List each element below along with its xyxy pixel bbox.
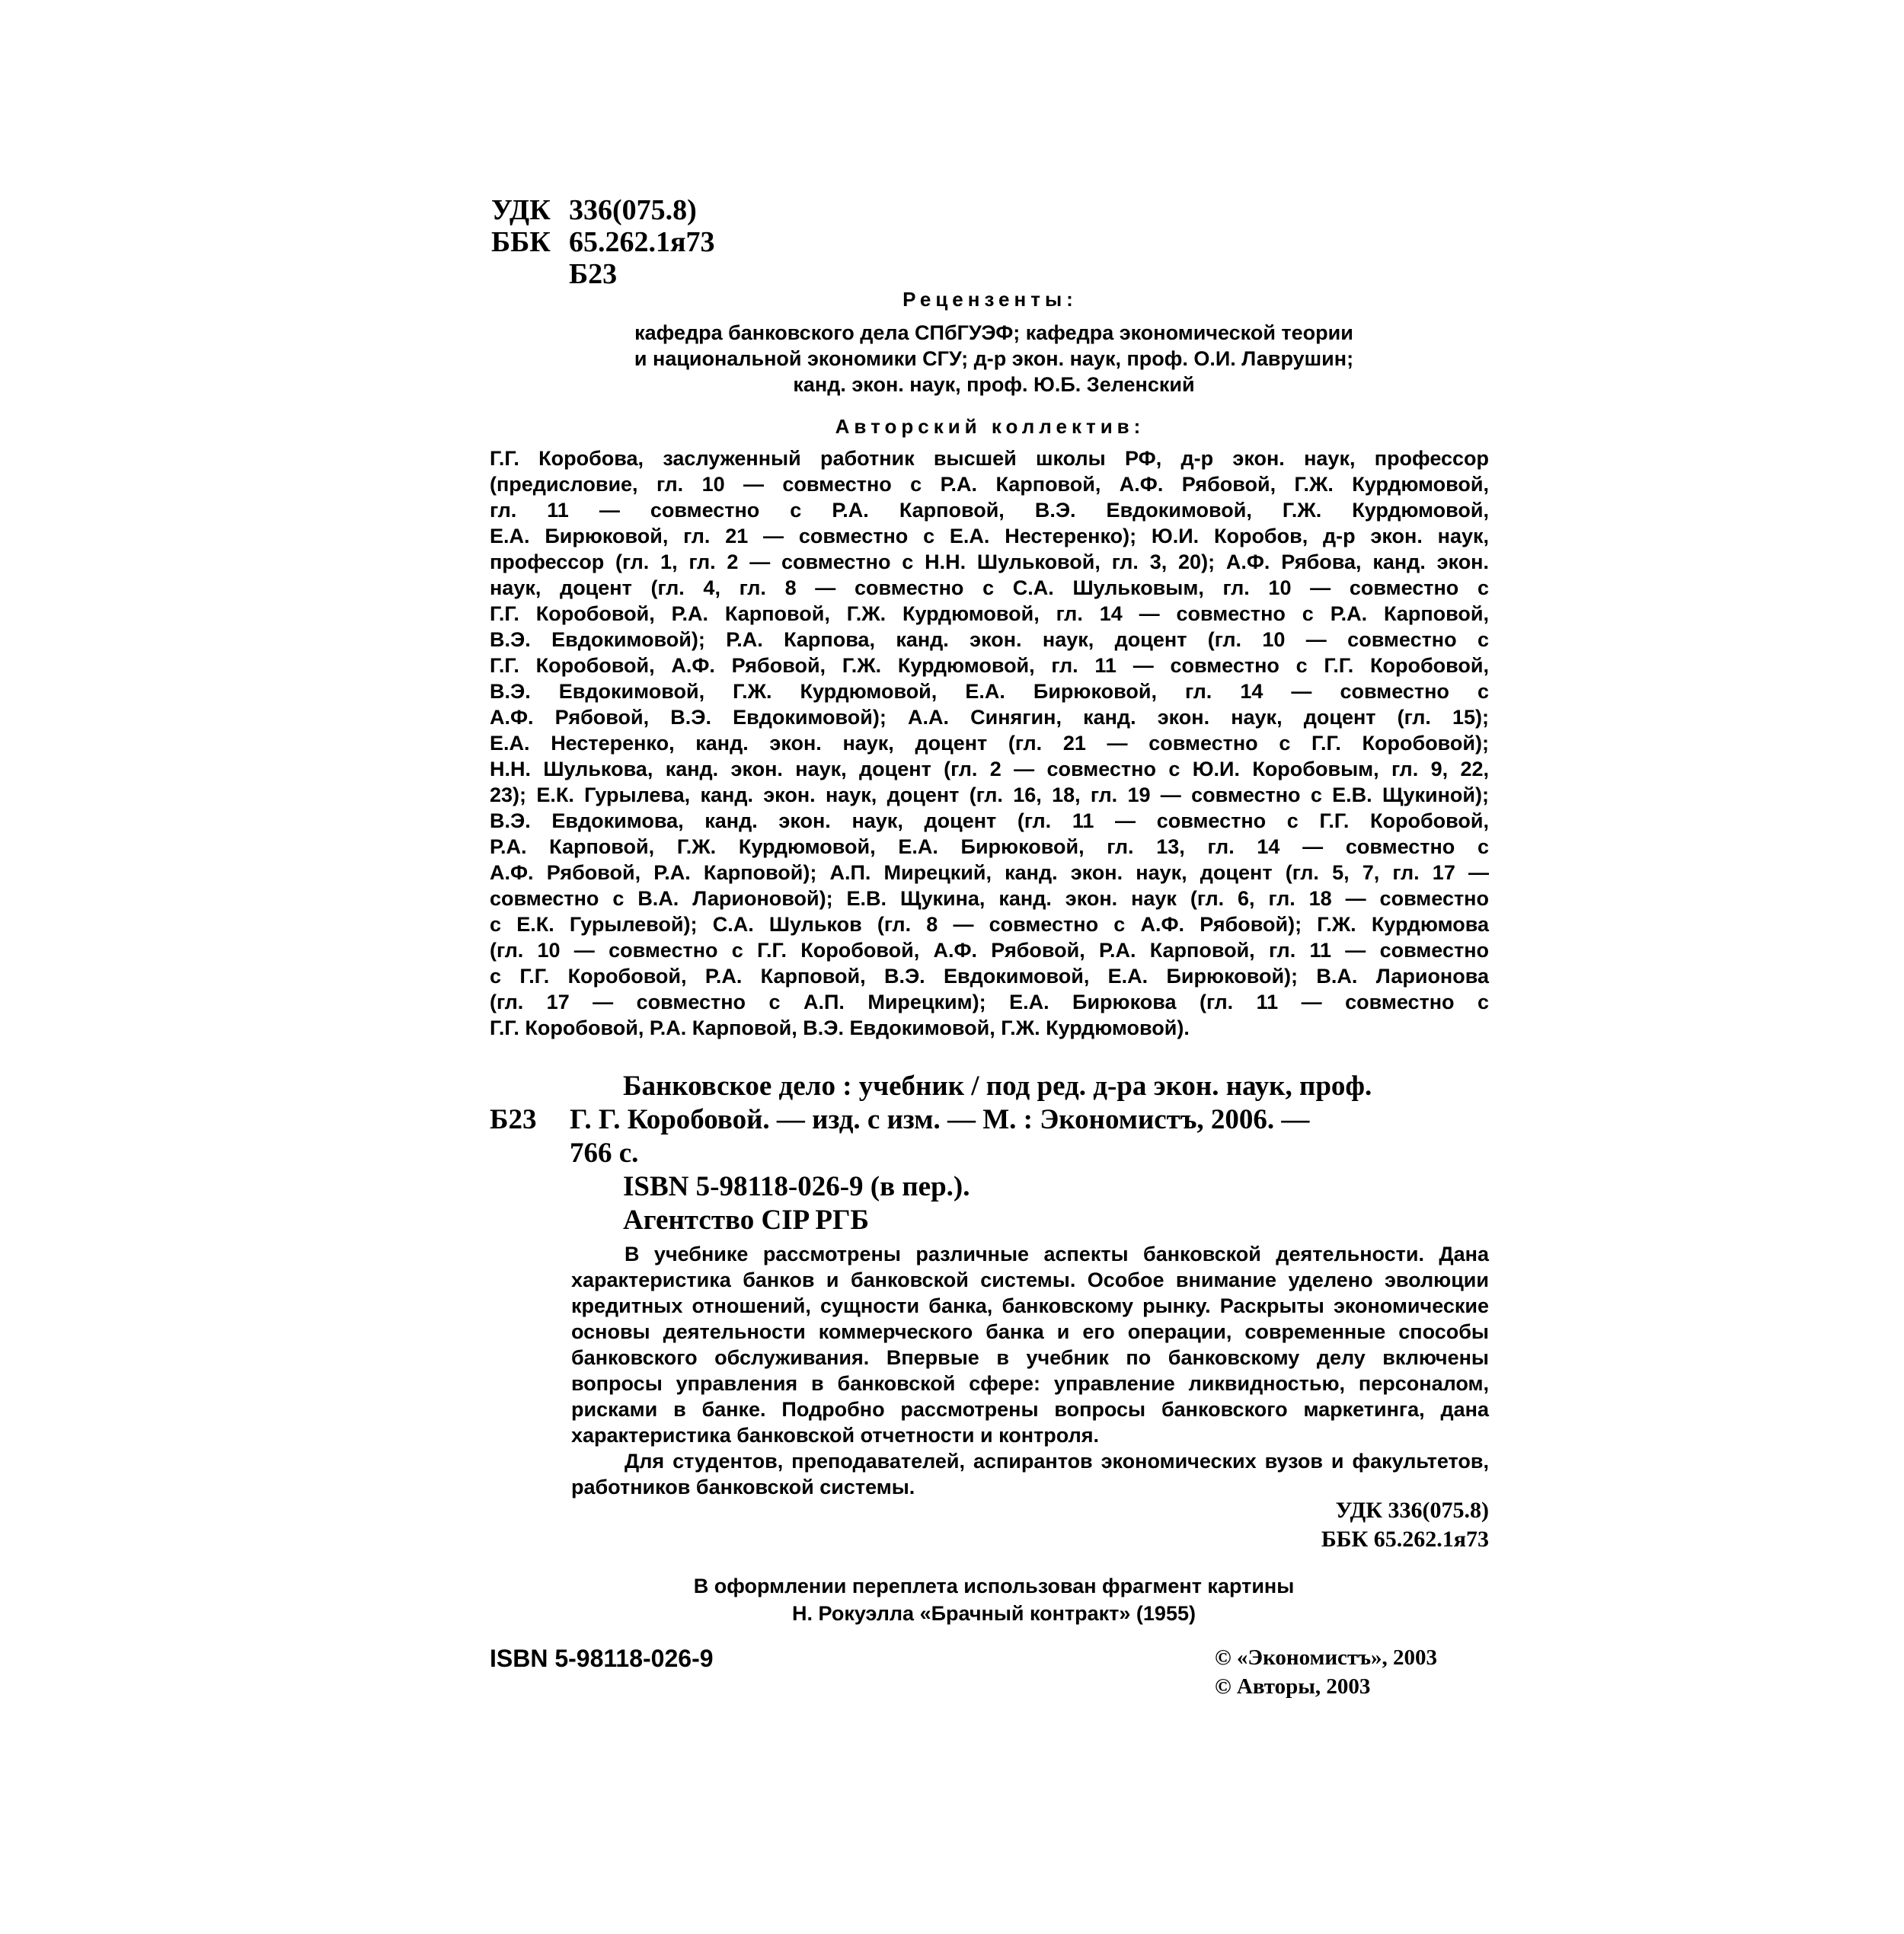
authors-line: гл. 11 — совместно с Р.А. Карповой, В.Э. Евдокимовой, Г.Ж. Курдюмовой, (490, 499, 1489, 522)
authors-line: В.Э. Евдокимовой); Р.А. Карпова, канд. экон. наук, доцент (гл. 10 — совместно с (490, 628, 1489, 651)
binding-note-line: Н. Рокуэлла «Брачный контракт» (1955) (792, 1602, 1196, 1625)
authors-block (490, 445, 1489, 1041)
annotation-paragraph: В учебнике рассмотрены различные аспекты банковской деятельности. Дана характеристика банков и банковской системы. Особое внимание уделено эволюции кредитных отношений, сущности банка, банковскому рынку. Раскрыты экономические основы деятельности коммерческого банка и его операции, современные способы банковского обслуживания. Впервые в учебник по банковскому делу включены вопросы управления в банковской сфере: управление ликвидностью, персоналом, рисками в банке. Подробно рассмотрены вопросы банковского маркетинга, дана характеристика банковской отчетности и контроля. (571, 1243, 1489, 1447)
authors-line: (гл. 17 — совместно с А.П. Мирецким); Е.А. Бирюкова (гл. 11 — совместно с (490, 991, 1489, 1013)
authors-line: Г.Г. Коробова, заслуженный работник высшей школы РФ, д-р экон. наук, профессор (490, 447, 1489, 470)
copyright-block (1215, 1643, 1437, 1701)
reviewers-line: кафедра банковского дела СПбГУЭФ; кафедра экономической теории (634, 321, 1353, 344)
copyright-publisher: © «Экономистъ», 2003 (1215, 1645, 1438, 1670)
authors-heading: Авторский коллектив: (835, 415, 1145, 438)
classification-codes (491, 194, 715, 290)
authors-line: А.Ф. Рябовой, В.Э. Евдокимовой); А.А. Синягин, канд. экон. наук, доцент (гл. 15); (490, 706, 1489, 729)
authors-line: наук, доцент (гл. 4, гл. 8 — совместно с С.А. Шульковым, гл. 10 — совместно с (490, 576, 1489, 599)
classification-codes-bottom (1219, 1496, 1489, 1554)
bibliographic-record (490, 1070, 1489, 1237)
bbk-bottom: ББК 65.262.1я73 (1321, 1527, 1489, 1552)
reviewers-line: и национальной экономики СГУ; д-р экон. наук, проф. О.И. Лаврушин; (634, 347, 1354, 370)
authors-line: Е.А. Бирюковой, гл. 21 — совместно с Е.А. Нестеренко); Ю.И. Коробов, д-р экон. наук, (490, 525, 1489, 547)
authors-line: Е.А. Нестеренко, канд. экон. наук, доцент (гл. 21 — совместно с Г.Г. Коробовой); (490, 732, 1489, 755)
authors-line: (гл. 10 — совместно с Г.Г. Коробовой, А.Ф. Рябовой, Р.А. Карповой, гл. 11 — совместно (490, 939, 1489, 962)
bib-pages-line: 766 с. (570, 1138, 639, 1169)
footer-isbn: ISBN 5-98118-026-9 (490, 1645, 714, 1672)
udk-label: УДК (491, 194, 551, 226)
authors-line: с Г.Г. Коробовой, Р.А. Карповой, В.Э. Евдокимовой, Е.А. Бирюковой); В.А. Ларионова (490, 965, 1489, 988)
annotation-paragraph: Для студентов, преподавателей, аспирантов экономических вузов и факультетов, работников банковской системы. (571, 1450, 1489, 1498)
bbk-value: 65.262.1я73 (569, 226, 715, 258)
udk-bottom: УДК 336(075.8) (1335, 1498, 1489, 1523)
binding-note-line: В оформлении переплета использован фрагмент картины (693, 1575, 1295, 1597)
reviewers-line: канд. экон. наук, проф. Ю.Б. Зеленский (793, 373, 1195, 396)
udk-value: 336(075.8) (569, 194, 697, 226)
bib-isbn: ISBN 5-98118-026-9 (в пер.). (623, 1171, 970, 1202)
udk-row (491, 194, 715, 226)
authors-line: с Е.К. Гурылевой); С.А. Шульков (гл. 8 — совместно с А.Ф. Рябовой); Г.Ж. Курдюмова (490, 913, 1489, 936)
bib-editor-line (490, 1103, 1489, 1137)
authors-line: (предисловие, гл. 10 — совместно с Р.А. Карповой, А.Ф. Рябовой, Г.Ж. Курдюмовой, (490, 473, 1489, 496)
binding-note (533, 1572, 1455, 1627)
bib-editor-text: Г. Г. Коробовой. — изд. с изм. — М. : Экономистъ, 2006. — (570, 1104, 1310, 1135)
reviewers-heading: Рецензенты: (902, 288, 1078, 311)
authors-line: А.Ф. Рябовой, Р.А. Карповой); А.П. Мирецкий, канд. экон. наук, доцент (гл. 5, 7, гл. 17 — (490, 861, 1489, 884)
authors-line: 23); Е.К. Гурылева, канд. экон. наук, доцент (гл. 16, 18, гл. 19 — совместно с Е.В. Щукиной); (490, 783, 1489, 806)
authors-line: совместно с В.А. Ларионовой); Е.В. Щукина, канд. экон. наук (гл. 6, гл. 18 — совместно (490, 887, 1489, 910)
authors-line: В.Э. Евдокимовой, Г.Ж. Курдюмовой, Е.А. Бирюковой, гл. 14 — совместно с (490, 680, 1489, 703)
bbk-row (491, 226, 715, 258)
reviewers-block (533, 320, 1455, 397)
authors-line: В.Э. Евдокимова, канд. экон. наук, доцент (гл. 11 — совместно с Г.Г. Коробовой, (490, 809, 1489, 832)
annotation (571, 1241, 1489, 1500)
authors-line: Г.Г. Коробовой, Р.А. Карповой, В.Э. Евдокимовой, Г.Ж. Курдюмовой). (490, 1016, 1190, 1039)
authors-line: Н.Н. Шулькова, канд. экон. наук, доцент (гл. 2 — совместно с Ю.И. Коробовым, гл. 9, 22, (490, 758, 1489, 780)
bib-title-line: Банковское дело : учебник / под ред. д-ра экон. наук, проф. (623, 1071, 1372, 1102)
authors-line: профессор (гл. 1, гл. 2 — совместно с Н.Н. Шульковой, гл. 3, 20); А.Ф. Рябова, канд. экон. (490, 551, 1489, 573)
authors-line: Р.А. Карповой, Г.Ж. Курдюмовой, Е.А. Бирюковой, гл. 13, гл. 14 — совместно с (490, 835, 1489, 858)
copyright-authors: © Авторы, 2003 (1215, 1674, 1371, 1699)
bbk-label: ББК (491, 226, 551, 258)
authors-line: Г.Г. Коробовой, А.Ф. Рябовой, Г.Ж. Курдюмовой, гл. 11 — совместно с Г.Г. Коробовой, (490, 654, 1489, 677)
authors-line: Г.Г. Коробовой, Р.А. Карповой, Г.Ж. Курдюмовой, гл. 14 — совместно с Р.А. Карповой, (490, 602, 1489, 625)
bib-agency: Агентство CIP РГБ (623, 1205, 870, 1236)
author-mark: Б23 (569, 258, 618, 290)
bib-author-mark: Б23 (490, 1104, 537, 1135)
